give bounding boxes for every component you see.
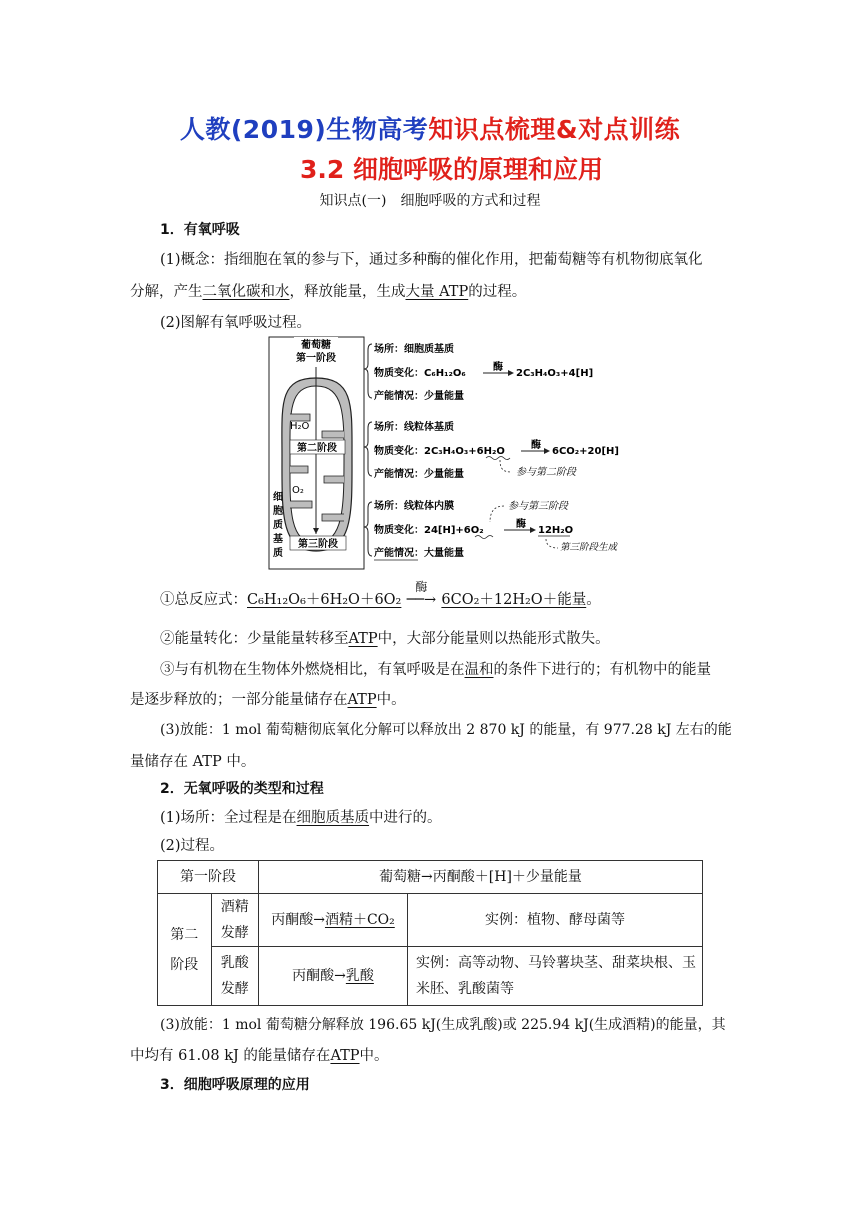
s2-place bbox=[160, 806, 442, 827]
equation-formula bbox=[247, 580, 587, 608]
r2-energy: 产能情况：少量能量 bbox=[374, 469, 464, 480]
r1-enzyme: 酶 bbox=[493, 362, 503, 373]
matrix-char: 质 bbox=[273, 548, 283, 559]
text: 中均有 61.08 kJ 的能量储存在 bbox=[130, 1048, 331, 1064]
h2o-label: H₂O bbox=[290, 421, 310, 432]
r1-place: 场所：细胞质基质 bbox=[374, 344, 454, 355]
matrix-char: 胞 bbox=[273, 506, 283, 517]
comparison-line2 bbox=[130, 688, 750, 709]
table-row bbox=[158, 861, 703, 894]
s2-heading: 2．无氧呼吸的类型和过程 bbox=[160, 781, 324, 797]
table-cell: 第一阶段 bbox=[158, 861, 259, 894]
stage1-label: 第一阶段 bbox=[296, 353, 336, 364]
text: 中。 bbox=[359, 1048, 389, 1064]
text: 是逐步释放的；一部分能量储存在 bbox=[130, 692, 348, 708]
s1-concept-line1: (1)概念：指细胞在氧的参与下，通过多种酶的催化作用，把葡萄糖等有机物彻底氧化 bbox=[160, 252, 703, 268]
matrix-char: 基 bbox=[273, 534, 283, 545]
r2-note: 参与第二阶段 bbox=[516, 467, 576, 478]
stage2-label: 第二阶段 bbox=[170, 926, 199, 973]
underlined-answer: 细胞质基质 bbox=[296, 810, 370, 826]
comparison-line1 bbox=[160, 658, 750, 679]
table-cell: 葡萄糖→丙酮酸＋[H]＋少量能量 bbox=[259, 861, 703, 894]
r3-note-top: 参与第三阶段 bbox=[508, 501, 568, 512]
alcohol-type: 酒精发酵 bbox=[220, 899, 249, 941]
underlined-answer: 大量 ATP bbox=[405, 284, 469, 300]
table-cell bbox=[158, 894, 212, 1006]
total-equation bbox=[160, 580, 760, 609]
release-line1: (3)放能：1 mol 葡萄糖彻底氧化分解可以释放出 2 870 kJ 的能量，有 977.28 kJ 左右的能 bbox=[160, 722, 732, 738]
r3-energy: 产能情况：大量能量 bbox=[374, 548, 464, 559]
underlined-answer: ATP bbox=[330, 1048, 360, 1064]
underlined-answer: 乳酸 bbox=[345, 968, 374, 984]
aerobic-respiration-diagram bbox=[268, 336, 619, 570]
text: ②能量转化：少量能量转移至 bbox=[160, 631, 349, 647]
release-line2: 量储存在 ATP 中。 bbox=[130, 754, 256, 770]
r3-place: 场所：线粒体内膜 bbox=[374, 501, 454, 512]
table-cell bbox=[259, 894, 408, 947]
r2-product: 6CO₂+20[H] bbox=[552, 446, 619, 457]
table-cell: 实例：植物、酵母菌等 bbox=[408, 894, 703, 947]
r3-note-bottom: 第三阶段生成 bbox=[560, 542, 618, 553]
s3-heading: 3．细胞呼吸原理的应用 bbox=[160, 1077, 310, 1093]
text: 中，大部分能量则以热能形式散失。 bbox=[377, 631, 610, 647]
text: 的条件下进行的；有机物中的能量 bbox=[493, 662, 711, 678]
r3-enzyme: 酶 bbox=[516, 519, 526, 530]
s1-diagram-intro: (2)图解有氧呼吸过程。 bbox=[160, 315, 312, 331]
text: 。 bbox=[586, 592, 601, 608]
anaerobic-table bbox=[157, 860, 703, 1006]
r3-product: 12H₂O bbox=[538, 525, 574, 536]
s2-release-line2 bbox=[130, 1044, 750, 1065]
stage2-label: 第二阶段 bbox=[297, 443, 337, 454]
table-cell: 实例：高等动物、马铃薯块茎、甜菜块根、玉米胚、乳酸菌等 bbox=[408, 947, 703, 1006]
text: 丙酮酸→ bbox=[271, 912, 325, 928]
lactic-type: 乳酸发酵 bbox=[220, 955, 249, 997]
underlined-answer: 温和 bbox=[464, 662, 494, 678]
text: ，释放能量，生成 bbox=[289, 284, 406, 300]
table-cell bbox=[211, 894, 258, 947]
table-row bbox=[158, 894, 703, 947]
text: 中。 bbox=[376, 692, 406, 708]
underlined-answer: 二氧化碳和水 bbox=[202, 284, 290, 300]
section-heading: 知识点(一) 细胞呼吸的方式和过程 bbox=[319, 193, 541, 209]
s2-process: (2)过程。 bbox=[160, 838, 225, 854]
text: 分解，产生 bbox=[130, 284, 203, 300]
text: ③与有机物在生物体外燃烧相比，有氧呼吸是在 bbox=[160, 662, 465, 678]
r1-product: 2C₃H₄O₃+4[H] bbox=[516, 368, 594, 379]
r1-change: 物质变化：C₆H₁₂O₆ bbox=[374, 368, 466, 379]
document-title bbox=[0, 110, 860, 146]
r2-place: 场所：线粒体基质 bbox=[374, 422, 454, 433]
table-cell bbox=[211, 947, 258, 1006]
text: 6CO₂＋12H₂O＋能量 bbox=[441, 592, 587, 608]
table-row bbox=[158, 947, 703, 1006]
matrix-label bbox=[273, 490, 283, 559]
s1-concept-line2 bbox=[130, 280, 750, 301]
energy-conversion bbox=[160, 627, 750, 648]
r3-change: 物质变化：24[H]+6O₂ bbox=[374, 525, 484, 536]
stage3-label: 第三阶段 bbox=[298, 539, 338, 550]
text: 的过程。 bbox=[468, 284, 527, 300]
underlined-answer: 酒精＋CO₂ bbox=[324, 912, 395, 928]
enzyme-label: 酶 bbox=[415, 580, 428, 594]
s1-heading: 1．有氧呼吸 bbox=[160, 222, 240, 238]
matrix-char: 细 bbox=[273, 492, 283, 503]
s2-release-line1: (3)放能：1 mol 葡萄糖分解释放 196.65 kJ(生成乳酸)或 225.94 kJ(生成酒精)的能量，其 bbox=[160, 1017, 726, 1033]
text: C₆H₁₂O₆＋6H₂O＋6O₂ bbox=[247, 592, 402, 608]
title-blue-part: 人教(2019)生物高考 bbox=[179, 115, 429, 144]
r1-energy: 产能情况：少量能量 bbox=[374, 391, 464, 402]
text: 中进行的。 bbox=[369, 810, 442, 826]
table-cell bbox=[259, 947, 408, 1006]
matrix-char: 质 bbox=[273, 520, 283, 531]
o2-label: O₂ bbox=[292, 485, 304, 496]
lesson-title: 3.2 细胞呼吸的原理和应用 bbox=[300, 155, 603, 184]
enzyme-arrow: 酶 ──→ bbox=[401, 592, 441, 608]
text: ①总反应式： bbox=[160, 592, 247, 608]
underlined-answer: ATP bbox=[347, 692, 377, 708]
underlined-answer: ATP bbox=[348, 631, 378, 647]
r2-change: 物质变化：2C₃H₄O₃+6H₂O bbox=[374, 446, 505, 457]
text: (1)场所：全过程是在 bbox=[160, 810, 297, 826]
title-red-part: 知识点梳理&对点训练 bbox=[428, 115, 681, 144]
glucose-label: 葡萄糖 bbox=[301, 340, 331, 351]
text: 丙酮酸→ bbox=[292, 968, 346, 984]
r2-enzyme: 酶 bbox=[531, 440, 541, 451]
